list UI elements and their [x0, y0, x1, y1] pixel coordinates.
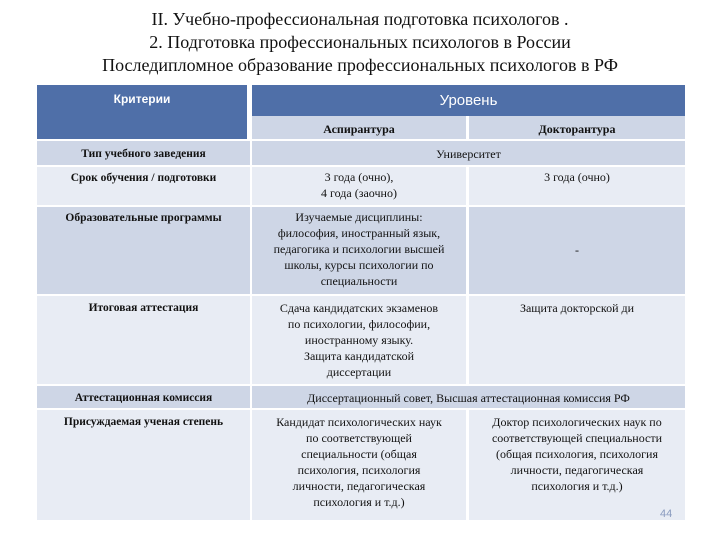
row-value-duration-asp: 3 года (очно), 4 года (заочно) [252, 167, 466, 205]
row-value-degree-asp: Кандидат психологических наук по соответствующей специальности (общая психология, психология личности, педагогическая психология и т.д.) [252, 410, 466, 520]
page-number: 44 [660, 508, 673, 520]
title-line-3: Последипломное образование профессиональных психологов в РФ [102, 55, 618, 75]
education-table [37, 85, 685, 520]
row-label-degree: Присуждаемая ученая степень [37, 410, 250, 520]
slide-title [0, 8, 720, 77]
row-label-commission: Аттестационная комиссия [37, 386, 250, 408]
row-value-institution-type: Университет [252, 141, 685, 165]
title-line-1: II. Учебно-профессиональная подготовка психологов . [151, 9, 569, 29]
doktorantura-header: Докторантура [469, 116, 685, 139]
row-value-programs-asp: Изучаемые дисциплины: философия, иностранный язык, педагогика и психологии высшей школы, курсы психологии по специальности [252, 207, 466, 294]
row-value-duration-dok: 3 года (очно) [469, 167, 685, 205]
aspirantura-header: Аспирантура [252, 116, 466, 139]
criteria-header: Критерии [37, 85, 247, 139]
row-value-degree-dok: Доктор психологических наук по соответствующей специальности (общая психология, психология личности, педагогическая психология и т.д.) [469, 410, 685, 520]
row-value-final-attestation-dok: Защита докторской ди [469, 296, 685, 384]
level-header: Уровень [252, 85, 685, 116]
row-label-institution-type: Тип учебного заведения [37, 141, 250, 165]
row-value-programs-dok: - [469, 207, 685, 294]
row-label-programs: Образовательные программы [37, 207, 250, 294]
row-label-final-attestation: Итоговая аттестация [37, 296, 250, 384]
row-label-duration: Срок обучения / подготовки [37, 167, 250, 205]
row-value-final-attestation-asp: Сдача кандидатских экзаменов по психологии, философии, иностранному языку. Защита кандидатской диссертации [252, 296, 466, 384]
title-line-2: 2. Подготовка профессиональных психологов в России [149, 32, 571, 52]
row-value-commission: Диссертационный совет, Высшая аттестационная комиссия РФ [252, 386, 685, 408]
